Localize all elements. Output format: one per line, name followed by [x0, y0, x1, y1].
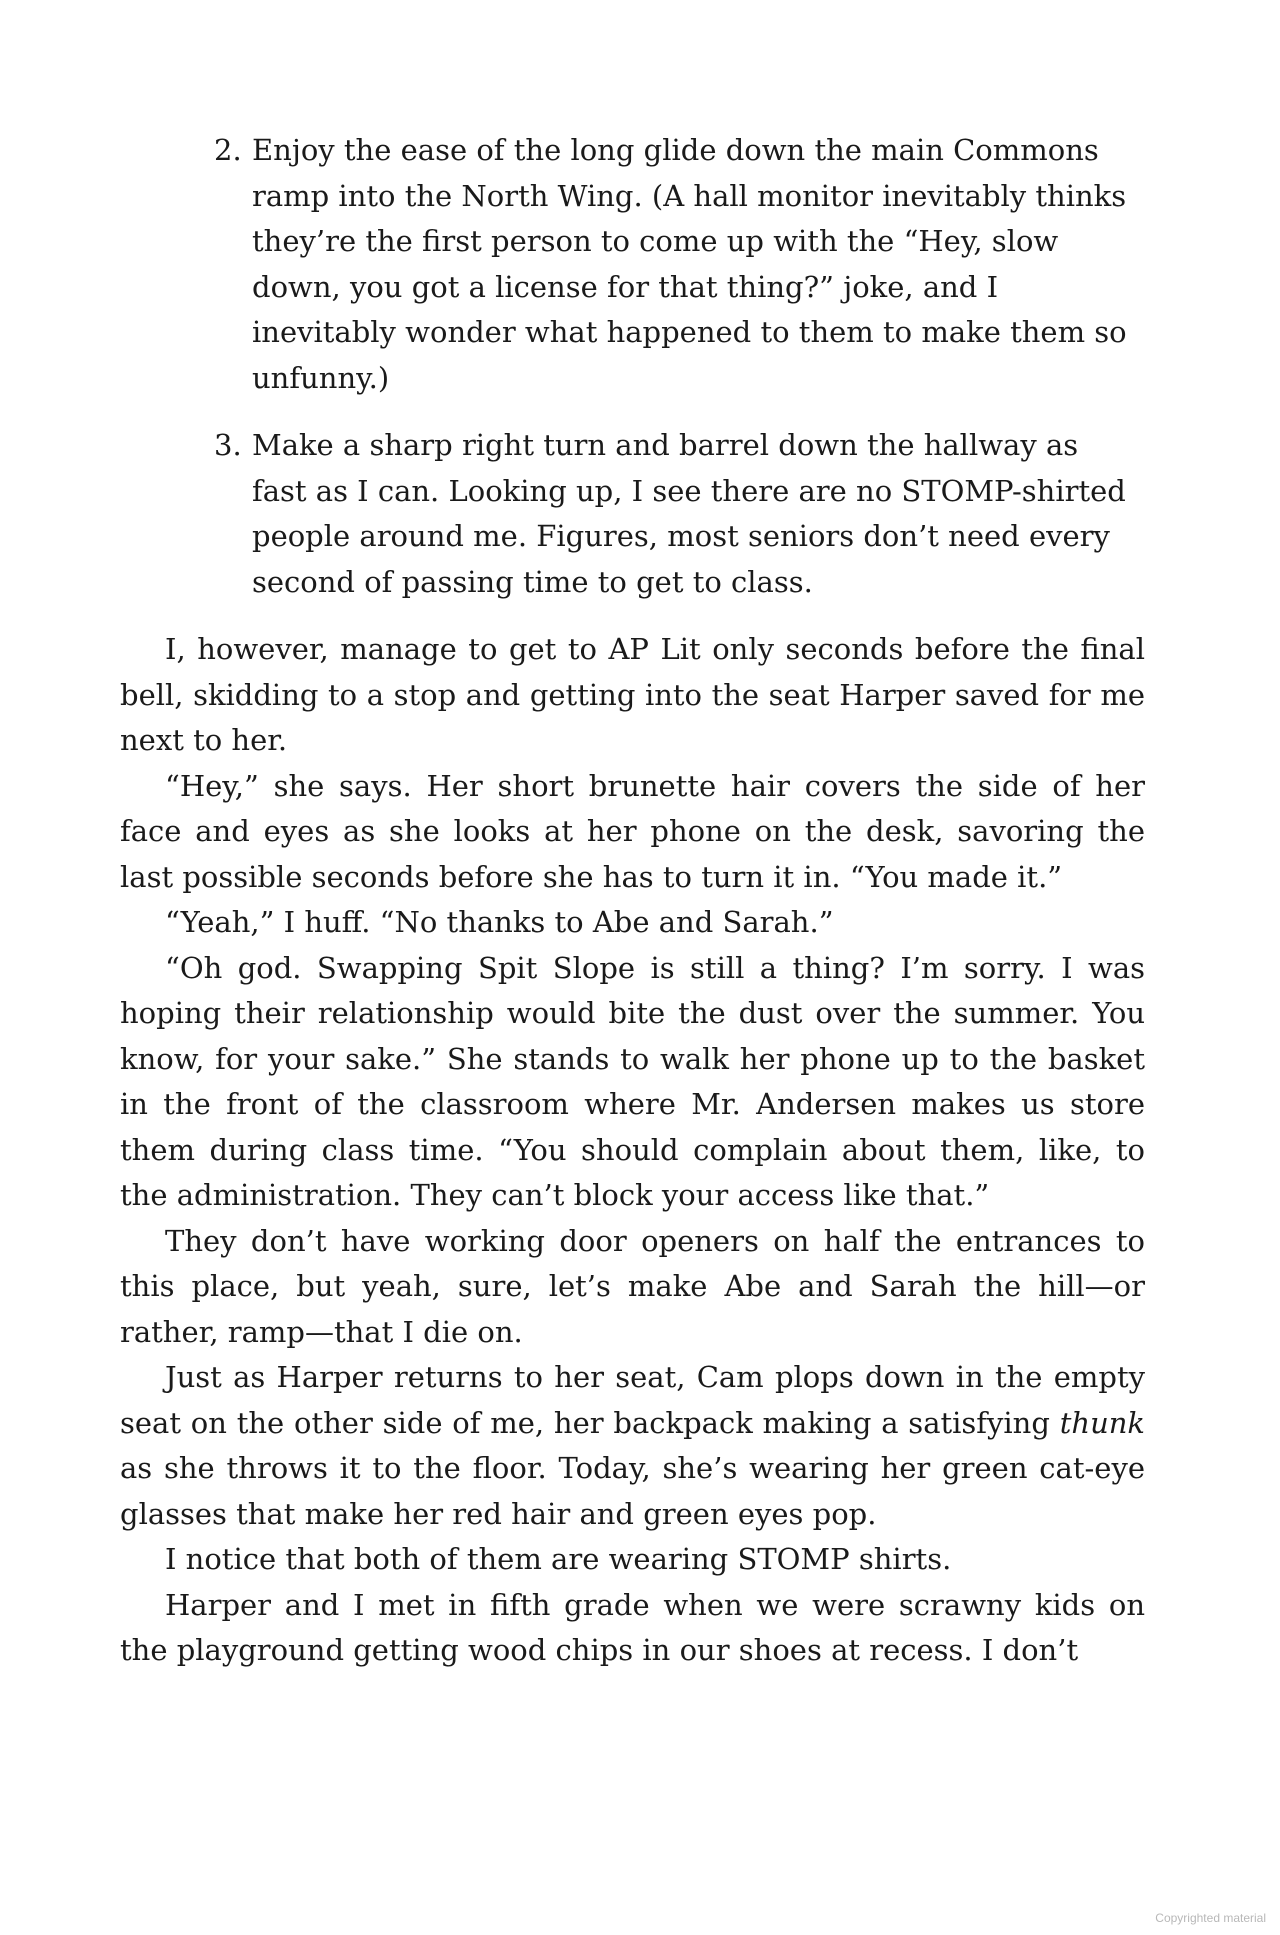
- list-item: [120, 423, 1140, 605]
- paragraph: Harper and I met in fifth grade when we were scrawny kids on the playground getting wood chips in our shoes at recess. I don’t: [120, 1587, 1145, 1667]
- paragraph: “Yeah,” I huff. “No thanks to Abe and Sarah.”: [165, 905, 834, 939]
- paragraph-text: as she throws it to the floor. Today, she’s wearing her green cat-eye glasses that make her red hair and green eyes pop.: [120, 1451, 1145, 1531]
- emphasis-text: thunk: [1059, 1405, 1145, 1440]
- paragraph: “Oh god. Swapping Spit Slope is still a thing? I’m sorry. I was hoping their relationship would bite the dust over the summer. You know, for your sake.” She stands to walk her phone up to the basket in the front of the classroom where Mr. Andersen makes us store them during class time. “You should complain about them, like, to the administration. They can’t block your access like that.”: [120, 950, 1145, 1212]
- list-number: 2.: [214, 133, 242, 167]
- body-text: [120, 627, 1145, 1674]
- paragraph: [120, 1355, 1145, 1537]
- paragraph: “Hey,” she says. Her short brunette hair covers the side of her face and eyes as she looks at her phone on the desk, savoring the last possible seconds before she has to turn it in. “You made it.”: [120, 768, 1145, 894]
- paragraph: I, however, manage to get to AP Lit only seconds before the final bell, skidding to a stop and getting into the seat Harper saved for me next to her.: [120, 632, 1145, 757]
- paragraph: They don’t have working door openers on half the entrances to this place, but yeah, sure, let’s make Abe and Sarah the hill—or rather, ramp—that I die on.: [120, 1223, 1145, 1349]
- watermark: Copyrighted material: [1155, 1911, 1266, 1925]
- list-text: Enjoy the ease of the long glide down the main Commons ramp into the North Wing. (A hall monitor inevitably thinks they’re the first person to come up with the “Hey, slow down, you got a license for that thing?” joke, and I inevitably wonder what happened to them to make them so unfunny.): [252, 133, 1127, 395]
- book-page: [120, 128, 1145, 1674]
- paragraph-text: Just as Harper returns to her seat, Cam plops down in the empty seat on the other side of me, her backpack making a satisfying: [120, 1360, 1145, 1440]
- list-text: Make a sharp right turn and barrel down the hallway as fast as I can. Looking up, I see there are no STOMP-shirted people around me. Figures, most seniors don’t need every second of passing time to get to class.: [252, 428, 1126, 599]
- list-number: 3.: [214, 428, 242, 462]
- list-item: [120, 128, 1140, 401]
- paragraph: I notice that both of them are wearing STOMP shirts.: [165, 1542, 952, 1576]
